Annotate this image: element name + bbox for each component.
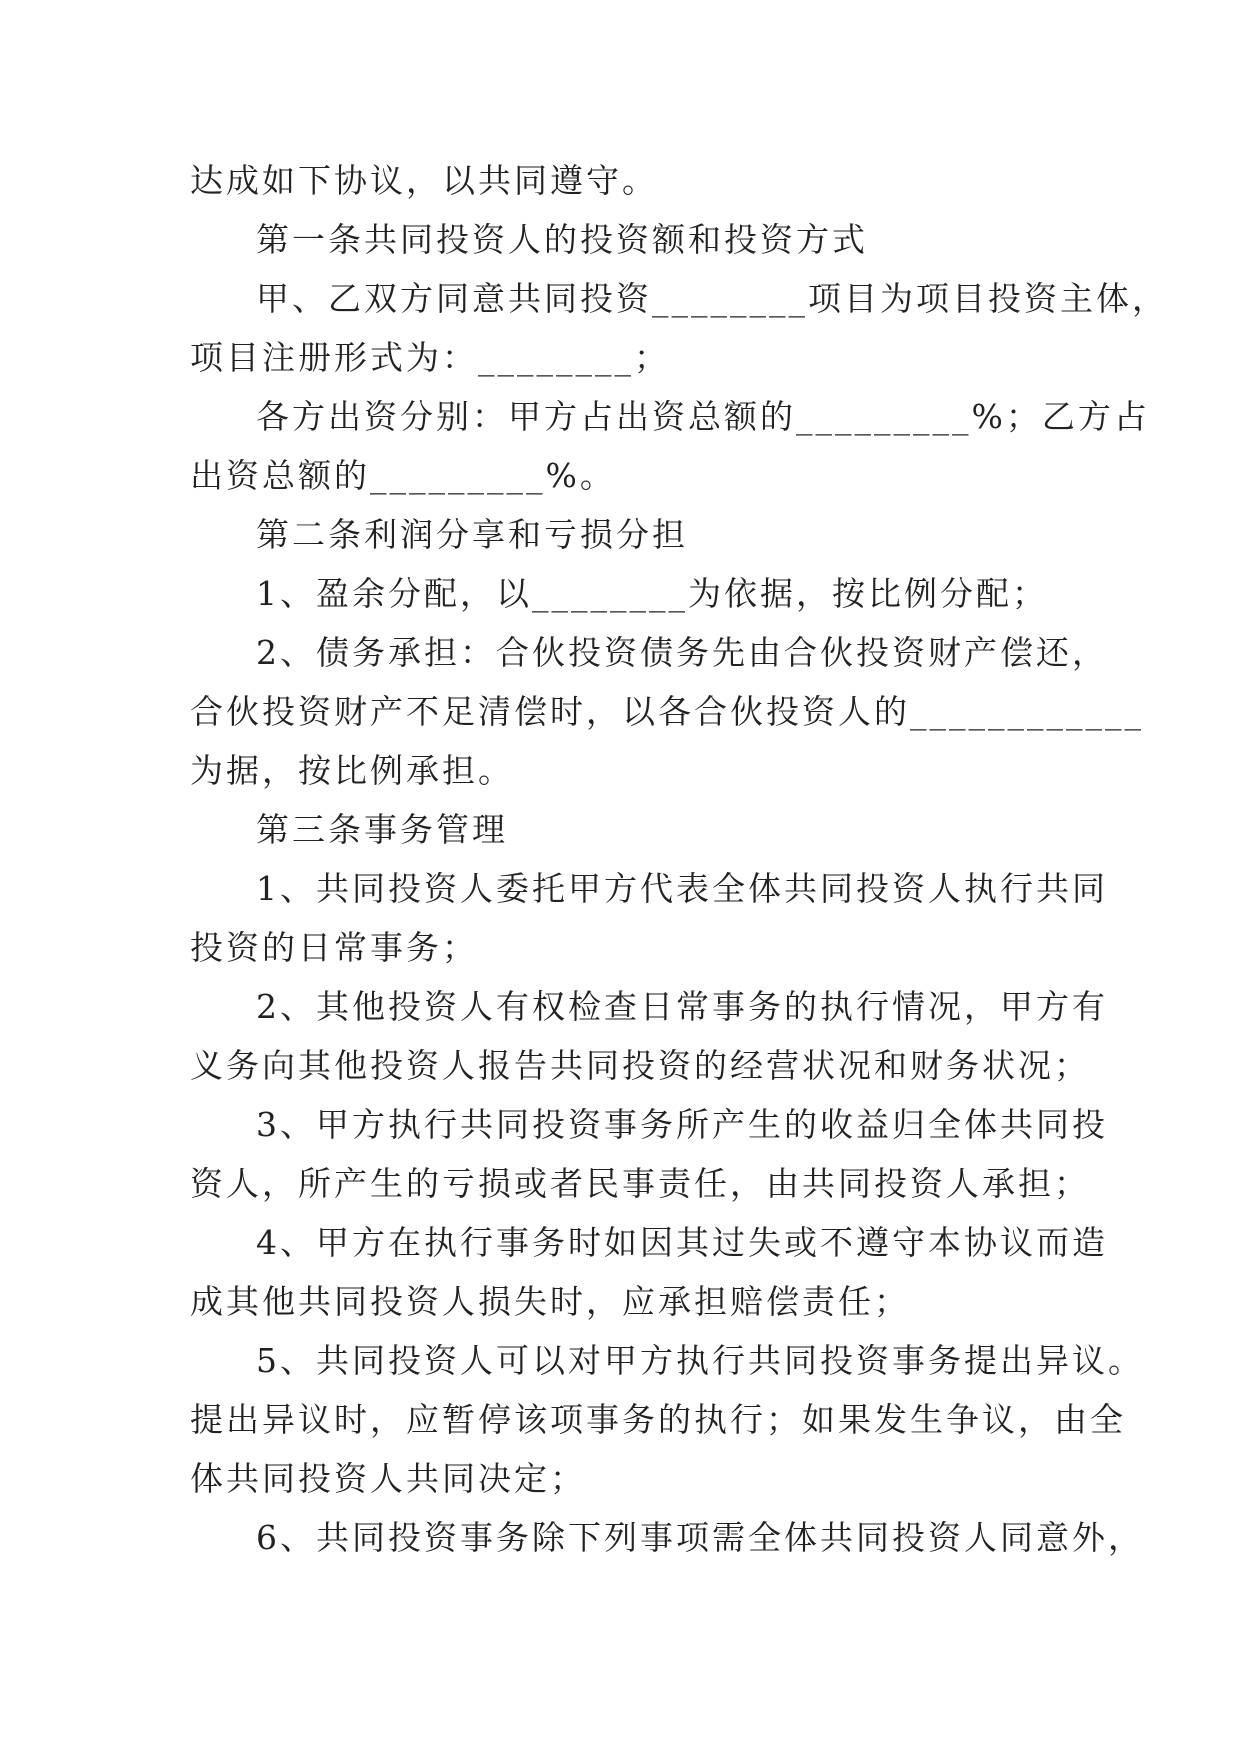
text-line: 4、甲方在执行事务时如因其过失或不遵守本协议而造 — [256, 1223, 1108, 1262]
text-line: 5、共同投资人可以对甲方执行共同投资事务提出异议。 — [256, 1341, 1144, 1380]
article-1-heading: 第一条共同投资人的投资额和投资方式 — [256, 220, 868, 259]
text-line: 1、共同投资人委托甲方代表全体共同投资人执行共同 — [256, 869, 1108, 908]
text-line: 1、盈余分配，以________为依据，按比例分配； — [256, 574, 1048, 613]
text-line: 义务向其他投资人报告共同投资的经营状况和财务状况； — [190, 1046, 1090, 1085]
document-body — [190, 151, 1168, 1567]
text-line: 成其他共同投资人损失时，应承担赔偿责任； — [190, 1282, 910, 1321]
text-line: 体共同投资人共同决定； — [190, 1459, 586, 1498]
text-line: 提出异议时，应暂停该项事务的执行；如果发生争议，由全 — [190, 1400, 1126, 1439]
text-line: 2、债务承担：合伙投资债务先由合伙投资财产偿还， — [256, 633, 1108, 672]
text-line: 3、甲方执行共同投资事务所产生的收益归全体共同投 — [256, 1105, 1108, 1144]
text-line: 达成如下协议，以共同遵守。 — [190, 161, 658, 200]
article-3-heading: 第三条事务管理 — [256, 810, 508, 849]
text-line: 甲、乙双方同意共同投资________项目为项目投资主体， — [256, 279, 1168, 318]
text-line: 各方出资分别：甲方占出资总额的_________%；乙方占 — [256, 397, 1150, 436]
text-line: 2、其他投资人有权检查日常事务的执行情况，甲方有 — [256, 987, 1108, 1026]
text-line: 6、共同投资事务除下列事项需全体共同投资人同意外， — [256, 1518, 1144, 1557]
article-2-heading: 第二条利润分享和亏损分担 — [256, 515, 688, 554]
text-line: 项目注册形式为：________； — [190, 338, 670, 377]
text-line: 资人，所产生的亏损或者民事责任，由共同投资人承担； — [190, 1164, 1090, 1203]
text-line: 为据，按比例承担。 — [190, 751, 514, 790]
text-line: 投资的日常事务； — [190, 928, 478, 967]
text-line: 合伙投资财产不足清偿时，以各合伙投资人的____________ — [190, 692, 1144, 731]
text-line: 出资总额的_________%。 — [190, 456, 616, 495]
